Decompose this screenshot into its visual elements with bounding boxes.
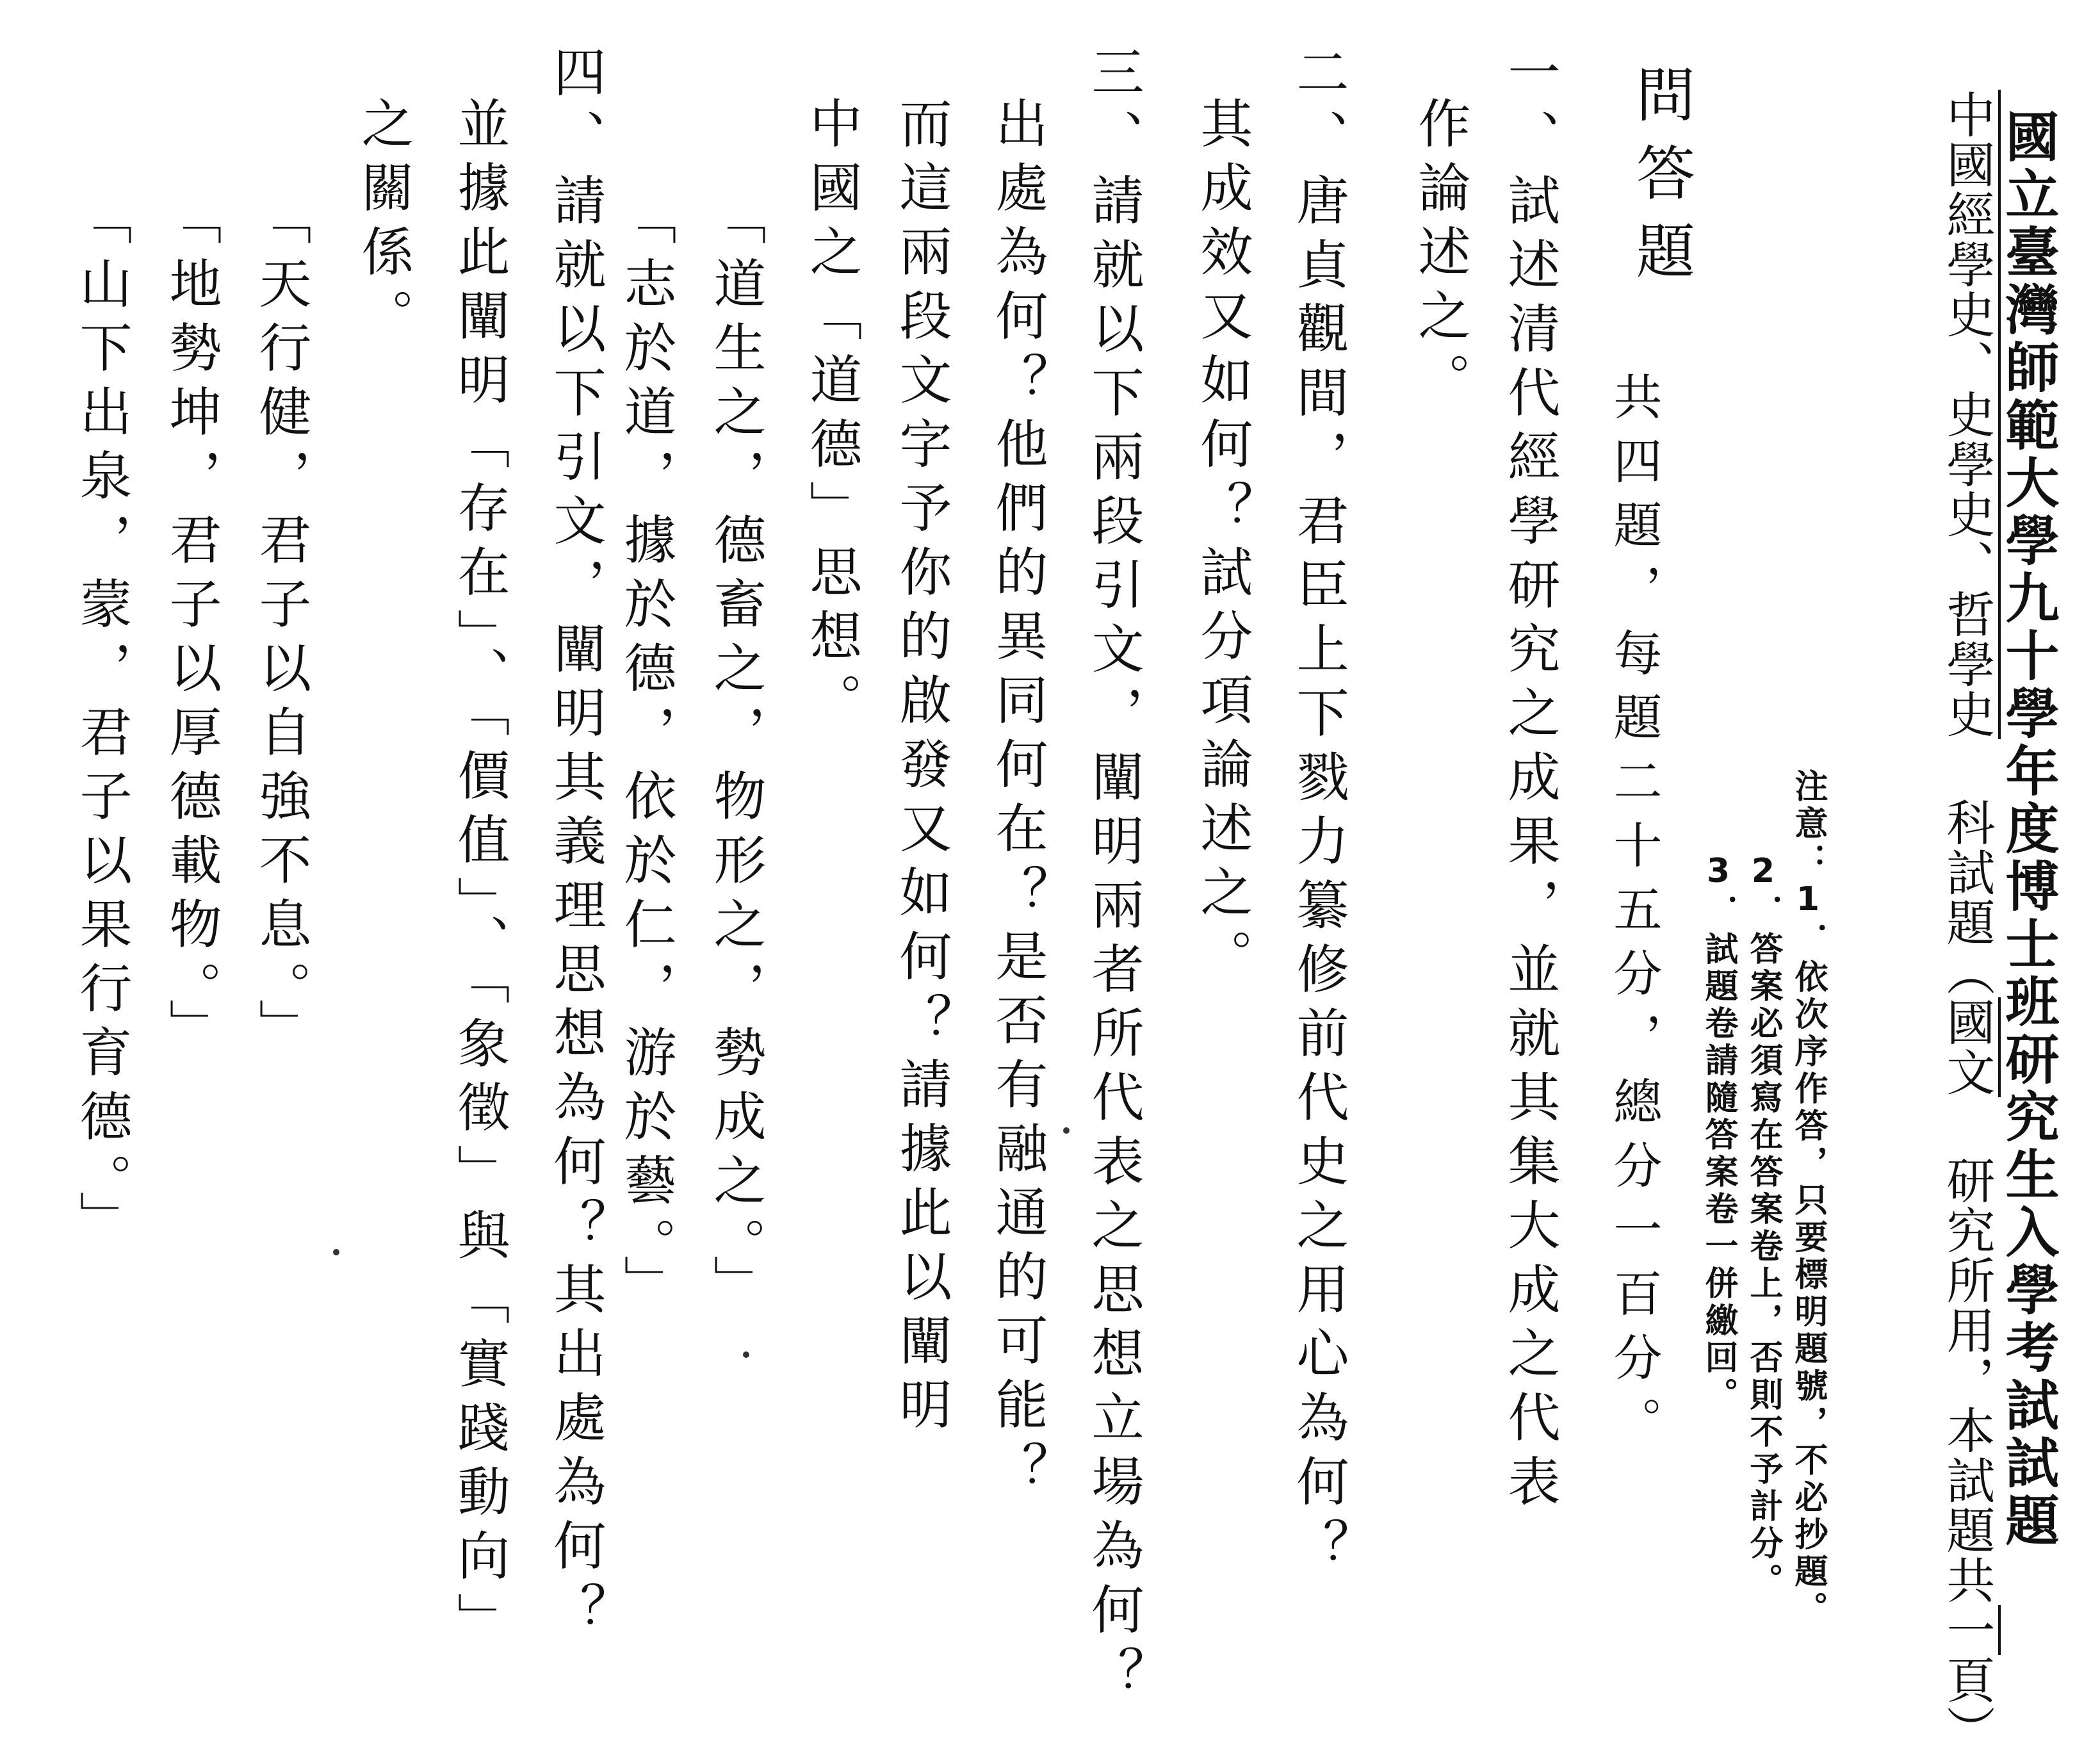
question-3-quote-1: 「道生之，德畜之，物形之，勢成之。」 (705, 192, 766, 1319)
question-1-line-1: 一、試述清代經學研究之成果，並就其集大成之代表 (1499, 45, 1560, 1518)
question-3-line-4: 中國之「道德」思想。 (801, 96, 862, 737)
scan-speck (333, 1249, 339, 1255)
exam-title: 國立臺灣師範大學九十學年度博士班研究生入學考試試題 (1997, 109, 2060, 1550)
subject-line (1939, 90, 1996, 1755)
department-name: 國文 (1939, 997, 2001, 1097)
question-3-line-2: 出處為何？他們的異同何在？是否有融通的可能？ (987, 96, 1048, 1505)
section-heading: 問答題 (1627, 64, 1695, 298)
subject-tail: 頁） (1939, 1655, 1996, 1755)
subject-rest: 科試題（ (1939, 739, 1996, 997)
question-4-quote-3: 「山下出泉，蒙，君子以果行育德。」 (71, 192, 132, 1255)
scan-speck (743, 1351, 749, 1358)
note-1: 注意：1．依次序作答，只要標明題號，不必抄題。 (1789, 769, 1827, 1628)
question-4-line-3: 之關係。 (353, 96, 414, 352)
question-4-quote-1: 「天行健，君子以自強不息。」 (250, 192, 311, 1063)
note-3: 3．試題卷請隨答案卷一併繳回。 (1699, 852, 1738, 1414)
question-1-line-2: 作論述之。 (1410, 96, 1470, 416)
question-2-line-1: 二、唐貞觀間，君臣上下戮力纂修前代史之用心為何？ (1288, 45, 1349, 1582)
points-note: 共四題，每題二十五分，總分一百分。 (1606, 371, 1663, 1460)
question-3-quote-2: 「志於道，據於德，依於仁，游於藝。」 (615, 192, 676, 1319)
note-2: 2．答案必須寫在答案卷上，否則不予計分。 (1744, 852, 1782, 1600)
subject-names: 中國經學史、史學史、哲學史 (1939, 90, 2001, 739)
scan-speck (1063, 1127, 1070, 1134)
question-2-line-2: 其成效又如何？試分項論述之。 (1192, 96, 1253, 993)
question-4-quote-2: 「地勢坤，君子以厚德載物。」 (161, 192, 222, 1063)
page-count: 一 (1939, 1605, 2001, 1655)
department-rest: 研究所用，本試題共 (1939, 1097, 1996, 1605)
question-4-line-2: 並據此闡明「存在」、「價值」、「象徵」與「實踐動向」 (449, 96, 510, 1656)
question-4-line-1: 四、請就以下引文，闡明其義理思想為何？其出處為何？ (545, 45, 606, 1646)
question-3-line-3: 而這兩段文字予你的啟發又如何？請據此以闡明 (891, 96, 952, 1441)
question-3-line-1: 三、請就以下兩段引文，闡明兩者所代表之思想立場為何？ (1083, 45, 1144, 1710)
